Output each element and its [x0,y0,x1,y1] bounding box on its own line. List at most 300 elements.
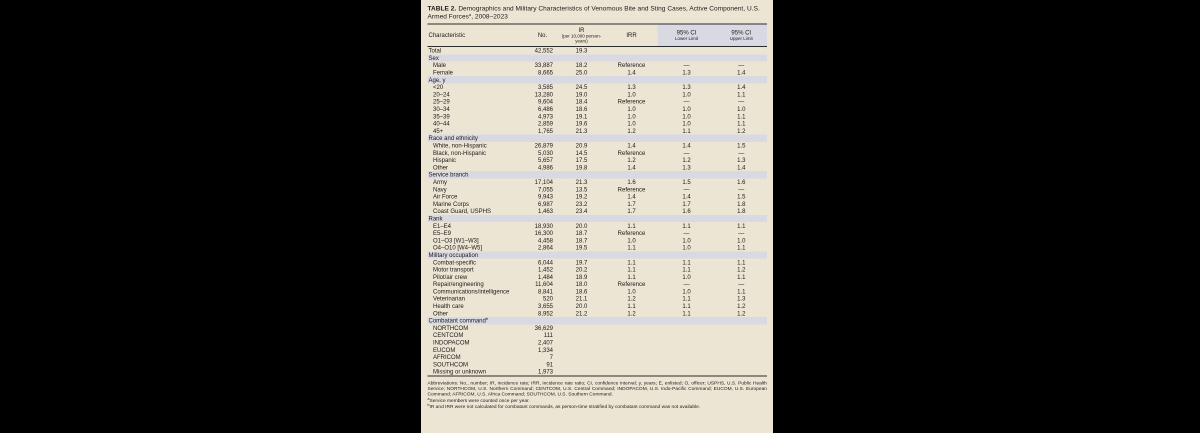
table-row [428,193,768,200]
cell-ir: 20.0 [575,222,588,230]
cell-no: 36,629 [534,324,553,332]
cell-label: Veterinarian [433,295,466,303]
cell-label: Other [433,309,449,317]
cell-ir: 21.3 [575,127,588,135]
cell-irr: 1.0 [627,120,636,128]
cell-label: Total [428,47,442,55]
cell-ucl [716,368,768,376]
table-row [428,324,768,331]
cell-ir: 18.0 [575,280,588,288]
cell-irr: 1.2 [627,127,636,135]
table-row [428,229,768,236]
cell-no: 4,458 [537,236,553,244]
cell-ir: 20.0 [575,302,588,310]
table-row [428,156,768,163]
cell-no: 2,407 [537,339,553,347]
cell-label: EUCOM [433,346,456,354]
footnote-abbreviations: Abbreviations: No., number; IR, incidence rate; IRR, incidence rate ratio; CI, confidence interval; y, years; E, enlisted; O, officer; USPHS, U.S. Public Health Service; NORTHCOM, U.S. Northern Command; CENTCOM, U.S. Central Command; INDOPACOM, U.S. Indo-Pacific Command; EUCOM, U.S. European Command; AFRICOM, U.S. Africa Command; SOUTHCOM, U.S. Southern Command. [427,380,767,398]
cell-no: 1,765 [537,127,553,135]
col-header-characteristic: Characteristic [428,24,528,47]
cell-ir: 25.0 [575,69,588,77]
cell-label: Hispanic [433,156,457,164]
cell-no: 42,552 [534,47,553,55]
cell-label: 25–29 [433,98,450,106]
cell-no: 26,879 [534,142,553,150]
cell-lcl: 1.2 [682,156,691,164]
cell-ir: 19.0 [575,90,588,98]
cell-lcl: — [683,98,690,106]
cell-no: 16,300 [534,229,553,237]
table-title [428,5,768,21]
cell-irr: 1.7 [627,207,636,215]
cell-no: 4,986 [537,163,553,171]
cell-irr: 1.1 [627,302,636,310]
cell-ucl: 1.1 [737,90,746,98]
cell-no: 7 [549,353,553,361]
cell-lcl: 1.3 [682,69,691,77]
cell-label: CENTCOM [433,331,464,339]
cell-no: 9,943 [537,193,553,201]
cell-label: AFRICOM [433,353,461,361]
cell-ucl: 1.8 [737,207,746,215]
section-row [428,171,768,178]
cell-lcl: — [683,61,690,69]
cell-lcl: 1.0 [682,105,691,113]
cell-ir: 18.9 [575,273,588,281]
table-row [428,62,768,69]
cell-irr: 1.2 [627,156,636,164]
table-row [428,244,768,251]
cell-lcl [658,361,716,368]
title-footnote-marker: a [468,12,472,17]
cell-ucl: — [738,280,745,288]
cell-no: 6,486 [537,105,553,113]
cell-ir: 17.5 [575,156,588,164]
cell-ucl: 1.4 [737,69,746,77]
cell-lcl: 1.6 [682,207,691,215]
cell-ucl: — [738,98,745,106]
cell-lcl [658,332,716,339]
cell-lcl: 1.1 [682,222,691,230]
cell-no: 6,987 [537,200,553,208]
cell-irr [606,346,658,353]
table-row [428,295,768,302]
table-row [428,91,768,98]
table-row [428,127,768,134]
cell-lcl: 1.1 [682,127,691,135]
cell-label: Communications/intelligence [433,287,510,295]
cell-no: 2,864 [537,244,553,252]
cell-ir: 18.6 [575,287,588,295]
table-row [428,142,768,149]
cell-irr: 1.1 [627,244,636,252]
cell-irr: 1.0 [627,90,636,98]
cell-ir: 19.5 [575,244,588,252]
cell-ucl: 1.3 [737,295,746,303]
cell-irr: 1.0 [627,236,636,244]
cell-label: Black, non-Hispanic [433,149,487,157]
cell-no: 1,463 [537,207,553,215]
cell-lcl: 1.3 [682,83,691,91]
cell-no: 1,973 [537,368,553,376]
table-row [428,346,768,353]
col-header-ci-upper: 95% CI Upper Limit [716,24,768,47]
cell-no: 3,585 [537,83,553,91]
cell-lcl: 1.0 [682,112,691,120]
table-row [428,259,768,266]
cell-irr: 1.1 [627,222,636,230]
cell-lcl [658,368,716,376]
cell-no: 8,665 [537,69,553,77]
cell-ir: 19.3 [575,47,588,55]
cell-ucl: — [738,149,745,157]
cell-label: <20 [433,83,444,91]
section-row [428,54,768,61]
section-row [428,215,768,222]
cell-ucl: 1.3 [737,156,746,164]
cell-lcl: 1.1 [682,258,691,266]
footnote-b: $^b$IR and IRR were not calculated for combatant commands, as person-time stratified by combatant command was not available. [427,403,701,410]
section-row [428,251,768,258]
cell-ucl: 1.1 [737,258,746,266]
cell-no: 111 [543,331,553,339]
cell-lcl [658,353,716,360]
cell-ucl: 1.2 [737,127,746,135]
cell-irr: 1.7 [627,200,636,208]
cell-ir: 14.5 [575,149,588,157]
cell-ucl [716,353,768,360]
cell-ir: 21.3 [575,178,588,186]
cell-irr: 1.4 [627,142,636,150]
cell-ucl: 1.0 [737,105,746,113]
table-row [428,105,768,112]
section-label: Sex [428,54,768,61]
table-row [428,273,768,280]
cell-label: Combat-specific [433,258,477,266]
cell-label: Repair/engineering [433,280,484,288]
cell-label: 40–44 [433,120,450,128]
cell-ir [558,353,606,360]
footnotes [428,380,768,409]
cell-ucl: 1.4 [737,163,746,171]
section-label: Age, y [428,76,768,83]
cell-no: 33,887 [534,61,553,69]
cell-ir: 19.8 [575,163,588,171]
cell-no: 6,044 [537,258,553,266]
table-row [428,339,768,346]
cell-irr: Reference [617,229,646,237]
cell-irr: Reference [617,185,646,193]
cell-lcl: 1.4 [682,142,691,150]
cell-lcl: 1.0 [682,236,691,244]
cell-irr: Reference [617,61,646,69]
cell-ir [558,346,606,353]
cell-ucl: 1.8 [737,200,746,208]
table-row [428,281,768,288]
cell-irr: 1.0 [627,105,636,113]
cell-no: 11,604 [535,280,553,288]
cell-label: Female [433,69,454,77]
cell-no: 9,604 [537,98,553,106]
col-header-ci-lower: 95% CI Lower Limit [658,24,716,47]
table-row [428,237,768,244]
col-header-ir-sub: (per 10,000 person-years) [561,33,602,44]
cell-no: 8,841 [537,287,553,295]
cell-irr [606,361,658,368]
cell-irr [606,368,658,376]
cell-ucl: 1.1 [737,222,746,230]
cell-ir: 18.2 [575,61,588,69]
cell-irr: 1.1 [627,273,636,281]
cell-ucl: 1.5 [737,193,746,201]
table-row [428,200,768,207]
section-footnote-marker: b [485,316,489,322]
col-header-no: No. [528,24,558,47]
cell-ir: 23.2 [575,200,588,208]
cell-ucl: — [738,185,745,193]
cell-ir: 18.4 [575,98,588,106]
cell-ucl: 1.4 [737,83,746,91]
cell-lcl: — [683,149,690,157]
cell-ir: 21.1 [575,295,588,303]
cell-ucl: — [738,229,745,237]
cell-irr: 1.1 [627,258,636,266]
cell-ir: 18.7 [575,229,588,237]
table-row [428,368,768,376]
cell-lcl [658,346,716,353]
table-title-text: Demographics and Military Characteristics of Venomous Bite and Sting Cases, Active Component, U.S. Armed Forces [427,4,760,20]
cell-no: 7,055 [537,185,553,193]
cell-no: 1,452 [537,266,553,274]
cell-label: O1–O3 [W1–W3] [433,236,479,244]
cell-irr: 1.2 [627,295,636,303]
footnote-b-marker: b [427,403,430,407]
cell-ir [558,324,606,331]
cell-lcl: 1.1 [682,266,691,274]
cell-label: E5–E9 [433,229,452,237]
cell-irr: 1.2 [627,309,636,317]
table-row [428,164,768,171]
cell-irr: 1.6 [627,178,636,186]
cell-label: 35–39 [433,112,450,120]
cell-lcl: 1.0 [682,244,691,252]
cell-ucl: 1.2 [737,302,746,310]
cell-irr [606,47,658,55]
table-row [428,47,768,55]
cell-lcl: 1.1 [682,309,691,317]
cell-ir: 20.9 [575,142,588,150]
cell-irr: 1.3 [627,83,636,91]
cell-ucl: 1.1 [737,287,746,295]
cell-ucl: 1.1 [737,112,746,120]
cell-ir: 19.1 [575,112,588,120]
cell-no: 8,952 [537,309,553,317]
section-row [428,317,768,324]
cell-ucl: 1.5 [737,142,746,150]
cell-lcl: 1.1 [682,295,691,303]
table-row [428,120,768,127]
table-row [428,98,768,105]
col-header-ir: IR (per 10,000 person-years) [558,24,606,47]
table-header [428,24,768,47]
table-row [428,83,768,90]
table-row [428,361,768,368]
cell-irr [606,324,658,331]
footnote-a: $^a$Service members were counted once per year. [427,397,530,404]
table-row [428,332,768,339]
cell-label: Male [433,61,447,69]
cell-ucl: — [738,61,745,69]
table-row [428,113,768,120]
cell-irr: Reference [617,280,646,288]
cell-lcl: — [683,229,690,237]
cell-ucl [716,47,768,55]
cell-irr [606,332,658,339]
table-row [428,186,768,193]
cell-no: 18,930 [534,222,553,230]
cell-label: Other [433,163,449,171]
table-title-years: , 2008–2023 [471,12,508,20]
cell-irr: Reference [617,149,646,157]
cell-label: Air Force [433,193,458,201]
cell-irr: 1.0 [627,287,636,295]
cell-lcl: 1.3 [682,163,691,171]
cell-label: Marine Corps [433,200,470,208]
cell-label: Pilot/air crew [433,273,468,281]
cell-irr: 1.4 [627,163,636,171]
cell-ucl [716,339,768,346]
cell-ucl [716,332,768,339]
cell-ir [558,339,606,346]
cell-label: Motor transport [433,266,474,274]
demographics-table [428,24,768,377]
cell-lcl: 1.0 [682,287,691,295]
table-row [428,178,768,185]
cell-ir: 18.7 [575,236,588,244]
cell-ir: 21.2 [575,309,588,317]
cell-ucl [716,361,768,368]
section-label: Rank [428,215,768,222]
cell-irr: 1.4 [627,69,636,77]
cell-ucl: 1.2 [737,309,746,317]
cell-label: Army [433,178,447,186]
cell-ir: 23.4 [575,207,588,215]
cell-label: White, non-Hispanic [433,142,487,150]
section-label: Military occupation [428,251,768,258]
table-row [428,310,768,317]
cell-lcl: — [683,280,690,288]
cell-no: 1,334 [537,346,553,354]
cell-ir [558,368,606,376]
section-row [428,76,768,83]
cell-no: 17,104 [534,178,553,186]
section-label: Race and ethnicity [428,135,768,142]
cell-ucl: 1.1 [737,120,746,128]
table-row [428,222,768,229]
cell-ir [558,332,606,339]
cell-irr [606,353,658,360]
cell-ucl [716,324,768,331]
cell-label: Missing or unknown [433,368,487,376]
cell-no: 91 [546,360,553,368]
cell-ir: 24.5 [575,83,588,91]
cell-irr [606,339,658,346]
cell-lcl: — [683,185,690,193]
cell-label: SOUTHCOM [433,360,468,368]
table-row [428,149,768,156]
cell-ucl [716,346,768,353]
cell-ir: 19.7 [575,258,588,266]
cell-label: 20–24 [433,90,450,98]
cell-irr: 1.4 [627,193,636,201]
table-row [428,302,768,309]
cell-label: Health care [433,302,464,310]
cell-label: INDOPACOM [433,339,470,347]
cell-ir [558,361,606,368]
cell-label: 45+ [433,127,444,135]
cell-label: E1–E4 [433,222,452,230]
cell-lcl: 1.0 [682,273,691,281]
cell-lcl [658,324,716,331]
cell-ir: 13.5 [575,185,588,193]
section-row [428,135,768,142]
cell-ir: 19.2 [575,193,588,201]
cell-lcl: 1.0 [682,90,691,98]
cell-lcl [658,339,716,346]
table-body [428,47,768,376]
cell-lcl: 1.7 [682,200,691,208]
footnote-a-marker: a [427,397,430,401]
cell-ir: 19.6 [575,120,588,128]
cell-ucl: 1.1 [737,273,746,281]
cell-irr: 1.1 [627,266,636,274]
table-row [428,266,768,273]
table-row [428,208,768,215]
cell-ir: 20.2 [575,266,588,274]
table-row [428,69,768,76]
table-number-label: TABLE 2. [427,4,457,12]
cell-lcl: 1.1 [682,302,691,310]
col-header-irr: IRR [606,24,658,47]
cell-no: 13,280 [534,90,553,98]
cell-ucl: 1.2 [737,266,746,274]
journal-table-page [421,0,773,433]
table-row [428,288,768,295]
cell-no: 2,859 [537,120,553,128]
cell-lcl: 1.4 [682,193,691,201]
cell-label: Coast Guard, USPHS [433,207,492,215]
cell-lcl [658,47,716,55]
cell-label: O4–O10 [W4–W5] [433,244,483,252]
cell-lcl: 1.5 [682,178,691,186]
cell-label: Navy [433,185,447,193]
cell-ucl: 1.0 [737,236,746,244]
cell-no: 4,973 [537,112,553,120]
cell-ucl: 1.6 [737,178,746,186]
table-row [428,353,768,360]
cell-no: 520 [542,295,553,303]
cell-no: 1,484 [537,273,553,281]
cell-label: NORTHCOM [433,324,469,332]
cell-ir: 18.6 [575,105,588,113]
cell-ucl: 1.1 [737,244,746,252]
cell-irr: 1.0 [627,112,636,120]
section-label: Service branch [428,171,768,178]
cell-lcl: 1.0 [682,120,691,128]
cell-no: 5,030 [537,149,553,157]
cell-label: 30–34 [433,105,450,113]
cell-irr: Reference [617,98,646,106]
